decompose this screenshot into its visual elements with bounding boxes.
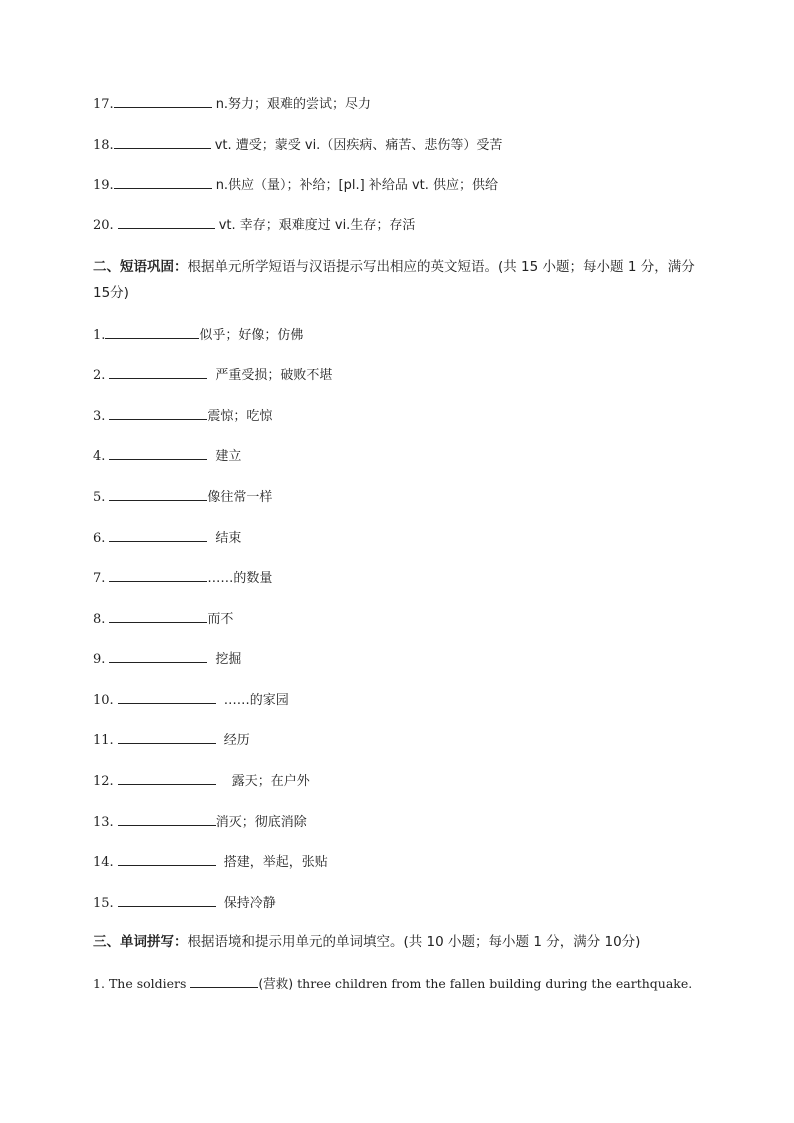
item-number: 10. <box>93 693 114 708</box>
answer-blank[interactable] <box>114 176 212 189</box>
item-meaning: 露天；在户外 <box>231 774 310 789</box>
answer-blank[interactable] <box>118 813 216 826</box>
answer-blank[interactable] <box>109 447 207 460</box>
answer-blank[interactable] <box>190 975 258 988</box>
item-meaning: 消灭；彻底消除 <box>215 815 307 830</box>
item-number: 1. <box>93 328 106 343</box>
answer-blank[interactable] <box>114 95 212 108</box>
phrase-item <box>93 772 310 791</box>
section-instruction: 根据语境和提示用单元的单词填空。(共 10 小题；每小题 1 分，满分 10分) <box>187 934 641 950</box>
item-number: 3. <box>93 409 106 424</box>
item-meaning: vt. 幸存；艰难度过 vi.生存；存活 <box>218 218 416 233</box>
vocab-item <box>93 216 415 235</box>
item-number: 5. <box>93 490 106 505</box>
phrase-item <box>93 813 307 832</box>
item-meaning: ……的数量 <box>207 571 273 586</box>
word-hint: (营救) <box>258 976 294 991</box>
section-heading <box>93 254 703 306</box>
answer-blank[interactable] <box>109 650 207 663</box>
answer-blank[interactable] <box>109 610 207 623</box>
item-meaning: 像往常一样 <box>207 490 273 505</box>
answer-blank[interactable] <box>114 136 211 149</box>
phrase-item <box>93 447 241 466</box>
answer-blank[interactable] <box>109 407 207 420</box>
answer-blank[interactable] <box>118 894 216 907</box>
section-heading <box>93 929 703 955</box>
item-number: 19. <box>93 178 114 193</box>
item-meaning: 搭建，举起，张贴 <box>223 855 328 870</box>
item-meaning: n.努力；艰难的尝试；尽力 <box>215 97 372 112</box>
answer-blank[interactable] <box>105 326 199 339</box>
item-meaning: 挖掘 <box>215 652 242 667</box>
answer-blank[interactable] <box>109 366 207 379</box>
phrase-item <box>93 610 233 629</box>
item-number: 14. <box>93 855 114 870</box>
section-title: 三、单词拼写： <box>93 934 188 950</box>
item-meaning: 似乎；好像；仿佛 <box>199 328 304 343</box>
phrase-item <box>93 731 250 750</box>
phrase-item <box>93 650 241 669</box>
item-number: 6. <box>93 531 106 546</box>
item-number: 20. <box>93 218 114 233</box>
answer-blank[interactable] <box>118 853 216 866</box>
item-number: 1. <box>93 976 105 991</box>
spelling-item <box>93 975 692 993</box>
answer-blank[interactable] <box>109 488 207 501</box>
vocab-item <box>93 176 498 195</box>
item-number: 4. <box>93 449 106 464</box>
item-meaning: 震惊；吃惊 <box>207 409 273 424</box>
item-number: 7. <box>93 571 106 586</box>
item-number: 15. <box>93 896 114 911</box>
item-number: 9. <box>93 652 106 667</box>
item-meaning: vt. 遭受；蒙受 vi.（因疾病、痛苦、悲伤等）受苦 <box>214 138 503 153</box>
answer-blank[interactable] <box>109 569 207 582</box>
phrase-item <box>93 488 272 507</box>
phrase-item <box>93 366 332 385</box>
answer-blank[interactable] <box>118 772 216 785</box>
item-meaning: 严重受损；破败不堪 <box>215 368 333 383</box>
item-meaning: 而不 <box>207 612 234 627</box>
item-meaning: 建立 <box>215 449 242 464</box>
section-instruction: 根据单元所学短语与汉语提示写出相应的英文短语。(共 15 小题；每小题 1 分，满分 15分) <box>93 259 695 301</box>
item-meaning: n.供应（量）；补给；[pl.] 补给品 vt. 供应；供给 <box>215 178 499 193</box>
phrase-item <box>93 529 241 548</box>
section-title: 二、短语巩固： <box>93 259 188 275</box>
item-meaning: 经历 <box>223 733 250 748</box>
phrase-item <box>93 894 276 913</box>
phrase-item <box>93 569 272 588</box>
item-number: 2. <box>93 368 106 383</box>
item-number: 17. <box>93 97 114 112</box>
item-number: 13. <box>93 815 114 830</box>
sentence-end: three children from the fallen building during the earthquake. <box>293 976 693 991</box>
item-number: 11. <box>93 733 114 748</box>
item-meaning: ……的家园 <box>223 693 289 708</box>
phrase-item <box>93 326 303 345</box>
answer-blank[interactable] <box>118 691 216 704</box>
vocab-item <box>93 95 371 114</box>
item-number: 8. <box>93 612 106 627</box>
answer-blank[interactable] <box>109 529 207 542</box>
phrase-item <box>93 691 289 710</box>
answer-blank[interactable] <box>118 731 216 744</box>
phrase-item <box>93 407 272 426</box>
item-meaning: 结束 <box>215 531 242 546</box>
item-number: 12. <box>93 774 114 789</box>
phrase-item <box>93 853 328 872</box>
vocab-item <box>93 136 502 155</box>
sentence-start: The soldiers <box>108 976 191 991</box>
answer-blank[interactable] <box>118 216 215 229</box>
item-number: 18. <box>93 138 114 153</box>
item-meaning: 保持冷静 <box>223 896 276 911</box>
